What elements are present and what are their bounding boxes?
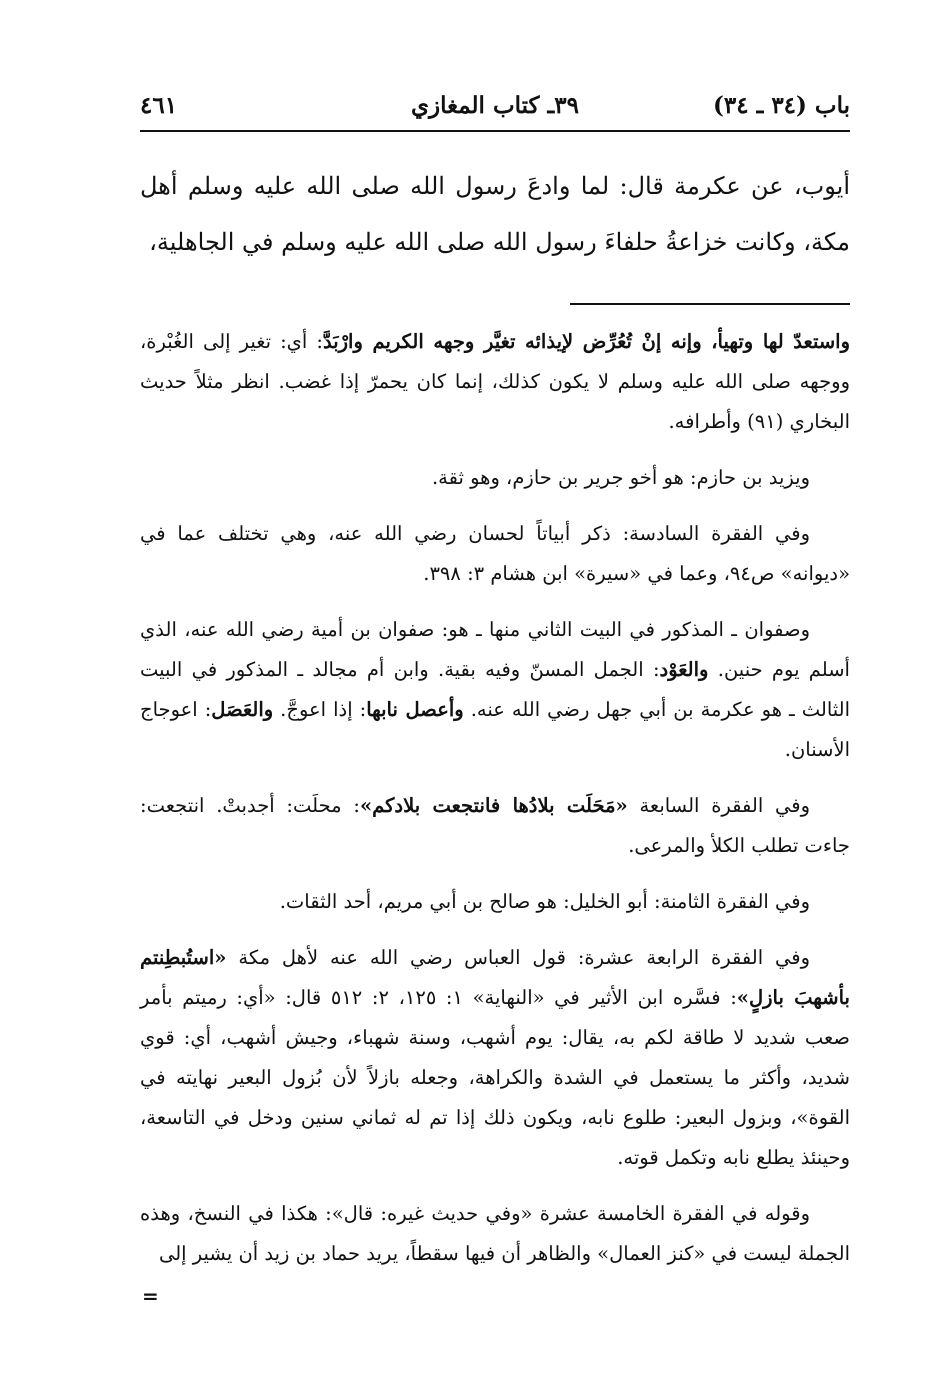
note-paragraph-2: ويزيد بن حازم: هو أخو جرير بن حازم، وهو ثقة. xyxy=(431,466,810,489)
note-7-text-a: وفي الفقرة الرابعة عشرة: قول العباس رضي الله عنه لأهل مكة xyxy=(226,946,810,969)
note-4-term-2: وأعصل نابها xyxy=(366,698,464,721)
note-1-bold: واستعدّ لها وتهيأ، وإنه إنْ تُعُرِّض لإيذائه تغيَّر وجهه الكريم وارْبَدَّ xyxy=(322,330,851,353)
note-1-text: : أي: تغير إلى الغُبْرة، ووجهه صلى الله عليه وسلم لا يكون كذلك، إنما كان يحمرّ إذا غضب. انظر مثلاً حديث البخاري (٩١) وأطرافه. xyxy=(140,330,850,433)
note-paragraph-3: وفي الفقرة السادسة: ذكر أبياتاً لحسان رضي الله عنه، وهي تختلف عما في «ديوانه» ص٩٤، وعما في «سيرة» ابن هشام ٣: ٣٩٨. xyxy=(140,522,850,585)
note-4-text-c: : الجمل المسنّ وفيه بقية. وابن أم مجالد ـ المذكور في البيت الثالث ـ هو عكرمة بن أبي جهل رضي الله عنه. xyxy=(140,658,851,721)
note-7-quote: «استُبطِنتم بأشهبَ بازلٍ» xyxy=(140,946,850,1009)
page-number: ٤٦١ xyxy=(140,92,178,119)
book-title: ٣٩ـ كتاب المغازي xyxy=(411,92,579,119)
note-paragraph-5 xyxy=(140,786,850,866)
note-paragraph-7 xyxy=(140,938,850,1178)
main-text xyxy=(140,158,850,270)
note-4-text-e: : اعوجاج الأسنان. xyxy=(140,698,850,761)
footnote-divider xyxy=(570,303,850,305)
main-paragraph: أيوب، عن عكرمة قال: لما وادعَ رسول الله صلى الله عليه وسلم أهل مكة، وكانت خزاعةُ حلفاءَ رسول الله صلى الله عليه وسلم في الجاهلية، xyxy=(140,172,850,256)
note-5-quote: «مَحَلَت بلادُها فانتجعت بلادكم» xyxy=(359,794,628,817)
footnotes xyxy=(140,322,850,1290)
note-5-text-c: : محلَت: أجدبتْ. انتجعت: جاءت تطلب الكلأ والمرعى. xyxy=(140,794,850,857)
note-4-term-1: والعَوْد xyxy=(659,658,709,681)
note-4-text-a: وصفوان ـ المذكور في البيت الثاني منها ـ هو: صفوان بن أمية رضي الله عنه، الذي أسلم يوم حنين. xyxy=(140,618,850,681)
note-paragraph-4 xyxy=(140,610,850,770)
chapter-reference: باب (٣٤ ـ ٣٤) xyxy=(712,92,850,119)
note-paragraph-6: وفي الفقرة الثامنة: أبو الخليل: هو صالح بن أبي مريم، أحد الثقات. xyxy=(279,890,810,913)
note-4-term-3: والعَصَل xyxy=(211,698,274,721)
note-4-text-d: : إذا اعوجَّ. xyxy=(273,698,367,721)
note-7-text-c: : فسَّره ابن الأثير في «النهاية» ١: ١٢٥، ٢: ٥١٢ قال: «أي: رميتم بأمر صعب شديد لا طاقة لكم به، يقال: يوم أشهب، وسنة شهباء، وجيش أشهب، أي: قوي شديد، وأكثر ما يستعمل في الشدة والكراهة، وجعله بازلاً لأن بُزول البعير نهايته في القوة»، وبزول البعير: طلوع نابه، ويكون ذلك إذا تم له ثماني سنين ودخل في التاسعة، وحينئذ يطلع نابه وتكمل قوته. xyxy=(140,986,850,1169)
continuation-mark: = xyxy=(142,1284,159,1308)
note-paragraph-8: وقوله في الفقرة الخامسة عشرة «وفي حديث غيره: قال»: هكذا في النسخ، وهذه الجملة ليست في «كنز العمال» والظاهر أن فيها سقطاً، يريد حماد بن زيد أن يشير إلى xyxy=(140,1202,850,1265)
note-5-text-a: وفي الفقرة السابعة xyxy=(627,794,811,817)
page-header xyxy=(140,86,850,132)
note-paragraph-1 xyxy=(140,322,850,442)
